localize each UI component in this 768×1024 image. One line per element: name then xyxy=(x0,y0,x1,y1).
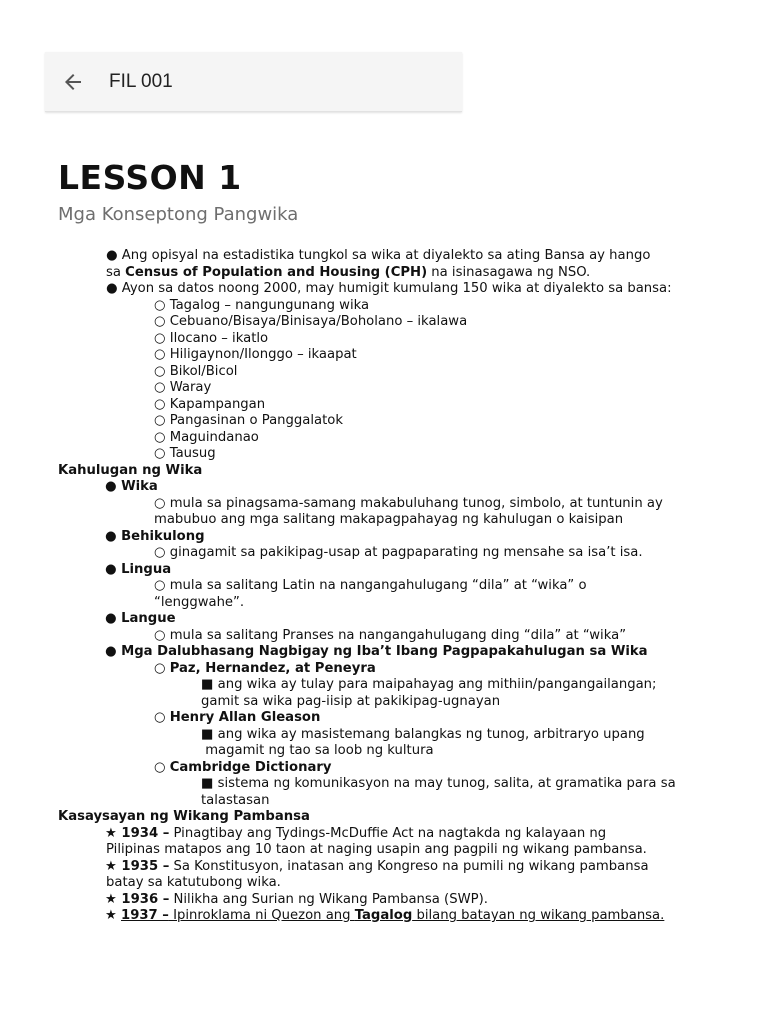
lesson-content xyxy=(0,248,768,925)
list-item: ○ Cebuano/Bisaya/Binisaya/Boholano – ikalawa xyxy=(154,314,468,329)
list-item: ○ Tagalog – nangungunang wika xyxy=(154,297,370,313)
definition-text: ○ mula sa pinagsama-samang makabuluhang tunog, simbolo, at tuntunin ay xyxy=(154,495,663,511)
bullet-glyph: ○ xyxy=(154,710,170,725)
text-span: Pinagtibay ang Tydings-McDuffie Act na nagtakda ng kalayaan ng xyxy=(169,825,607,841)
app-bar xyxy=(45,52,462,112)
definition-text: ■ ang wika ay masistemang balangkas ng tunog, arbitraryo upang xyxy=(201,726,645,742)
definition-text: mabubuo ang mga salitang makapagpahayag ng kahulugan o kaisipan xyxy=(154,512,624,527)
timeline-item xyxy=(0,859,768,876)
bold-text: ● Lingua xyxy=(105,561,172,577)
definition-text: ○ ginagamit sa pakikipag-usap at pagpaparating ng mensahe sa isa’t isa. xyxy=(154,545,643,560)
text-span: Nilikha ang Surian ng Wikang Pambansa (SWP). xyxy=(169,891,488,907)
timeline-text: batay sa katutubong wika. xyxy=(106,875,281,890)
definition-text: magamit ng tao sa loob ng kultura xyxy=(201,743,434,758)
bold-text: Henry Allan Gleason xyxy=(169,710,321,725)
list-item: ○ Waray xyxy=(154,380,212,395)
term-label xyxy=(0,479,768,496)
heading-text: Kahulugan ng Wika xyxy=(58,462,203,478)
bullet-glyph: ○ xyxy=(154,759,170,775)
heading-text: Kasaysayan ng Wikang Pambansa xyxy=(58,809,310,824)
year-label: ★ 1936 – xyxy=(105,891,170,907)
expert-label xyxy=(0,710,768,727)
bold-text: ● Langue xyxy=(105,611,176,626)
underlined-text xyxy=(121,908,664,923)
list-item: ○ Ilocano – ikatlo xyxy=(154,330,269,346)
course-title: FIL 001 xyxy=(109,71,173,92)
timeline-text: Pilipinas matapos ang 10 taon at naging usapin ang pagpili ng wikang pambansa. xyxy=(106,842,647,857)
term-label xyxy=(0,644,768,661)
text-span: Sa Konstitusyon, inatasan ang Kongreso na pumili ng wikang pambansa xyxy=(169,858,649,874)
timeline-item xyxy=(0,826,768,843)
definition-text: ■ ang wika ay tulay para maipahayag ang mithiin/pangangailangan; xyxy=(201,677,657,692)
expert-label xyxy=(0,760,768,777)
bold-text: Paz, Hernandez, at Peneyra xyxy=(169,660,376,676)
star-glyph: ★ xyxy=(105,908,122,923)
term-label xyxy=(0,562,768,579)
timeline-item xyxy=(0,892,768,909)
definition-text: talastasan xyxy=(201,792,270,808)
timeline-item xyxy=(0,908,768,925)
list-item: ○ Maguindanao xyxy=(154,429,259,445)
bullet-text: ● Ayon sa datos noong 2000, may humigit kumulang 150 wika at diyalekto sa bansa: xyxy=(106,281,672,296)
text-span: bilang batayan ng wikang pambansa. xyxy=(412,908,665,923)
list-item: ○ Hiligaynon/Ilonggo – ikaapat xyxy=(154,347,357,362)
definition-text: ○ mula sa salitang Latin na nangangahulugang “dila” at “wika” o xyxy=(154,578,587,593)
section-heading xyxy=(0,463,768,480)
bullet-text: ● Ang opisyal na estadistika tungkol sa wika at diyalekto sa ating Bansa ay hango xyxy=(106,248,651,263)
bold-text: Tagalog xyxy=(354,908,413,923)
bold-text: ● Mga Dalubhasang Nagbigay ng Iba’t Ibang Pagpapakahulugan sa Wika xyxy=(105,644,648,659)
year-label: 1937 – xyxy=(121,908,169,923)
definition-text: “lenggwahe”. xyxy=(154,594,245,610)
expert-label xyxy=(0,661,768,678)
definition-text: ■ sistema ng komunikasyon na may tunog, salita, at gramatika para sa xyxy=(201,776,676,791)
text-span: na isinasagawa ng NSO. xyxy=(427,264,591,280)
bold-text: ● Behikulong xyxy=(105,528,205,544)
definition-text: gamit sa wika pag-iisip at pakikipag-ugnayan xyxy=(201,693,501,709)
year-label: ★ 1935 – xyxy=(105,858,170,874)
lesson-subtitle: Mga Konseptong Pangwika xyxy=(58,204,299,225)
back-button[interactable] xyxy=(61,70,85,94)
bullet-text xyxy=(0,265,768,282)
bold-text: Cambridge Dictionary xyxy=(169,759,332,775)
arrow-left-icon xyxy=(61,70,85,94)
bold-text: Census of Population and Housing (CPH) xyxy=(125,264,428,280)
lesson-title: LESSON 1 xyxy=(58,158,242,197)
section-heading xyxy=(0,809,768,826)
definition-text: ○ mula sa salitang Pranses na nangangahulugang ding “dila” at “wika” xyxy=(154,627,627,643)
term-label xyxy=(0,529,768,546)
text-span: sa xyxy=(106,264,126,280)
list-item: ○ Tausug xyxy=(154,446,216,461)
year-label: ★ 1934 – xyxy=(105,825,170,841)
bold-text: ● Wika xyxy=(105,479,158,494)
bullet-glyph: ○ xyxy=(154,660,170,676)
text-span: Ipinroklama ni Quezon ang xyxy=(168,908,355,923)
list-item: ○ Pangasinan o Panggalatok xyxy=(154,413,343,428)
term-label xyxy=(0,611,768,628)
list-item: ○ Kapampangan xyxy=(154,396,266,412)
list-item: ○ Bikol/Bicol xyxy=(154,363,238,379)
